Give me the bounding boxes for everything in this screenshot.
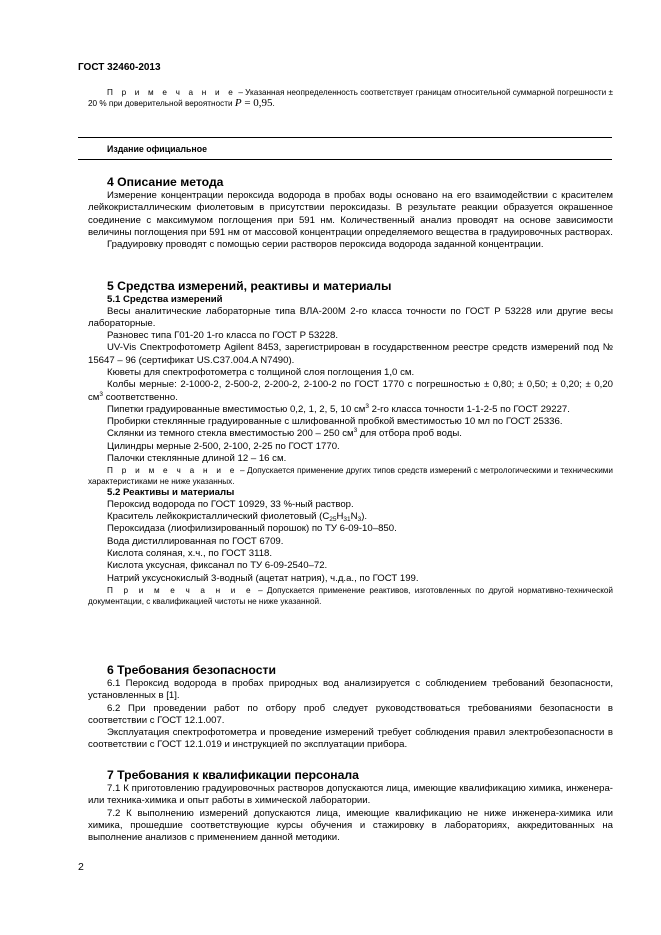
section-7-paragraph: 7.2 К выполнению измерений допускаются лица, имеющие квалификацию не ниже инженера-химика или химика, прошедшие соответствующие курсы обучения и стажировку в лабораториях, аккредитованных на выполнение анализов с применением данной методики. xyxy=(88,807,613,844)
subsection-5-2-title: 5.2 Реактивы и материалы xyxy=(107,487,235,499)
note-text: – Указанная неопределенность соответствует границам относительной суммарной погрешности ± 20 % при доверительной вероятности xyxy=(88,88,614,108)
equipment-item: Цилиндры мерные 2-500, 2-100, 2-25 по ГОСТ 1770. xyxy=(107,440,340,452)
section-6-title: 6 Требования безопасности xyxy=(107,663,276,677)
reagent-item: Вода дистиллированная по ГОСТ 6709. xyxy=(107,535,284,547)
probability-formula: P = 0,95 xyxy=(234,97,273,109)
equipment-note: П р и м е ч а н и е – Допускается применение других типов средств измерений с метрологическими и техническими характеристиками не ниже указанных. xyxy=(88,466,613,487)
section-5-title: 5 Средства измерений, реактивы и материалы xyxy=(107,279,392,293)
page-number: 2 xyxy=(78,861,84,873)
section-6 xyxy=(88,663,613,752)
reagent-item: Кислота соляная, х.ч., по ГОСТ 3118. xyxy=(107,548,273,560)
equipment-item: Весы аналитические лабораторные типа ВЛА-200М 2-го класса точности по ГОСТ Р 53228 или другие весы лабораторные. xyxy=(88,305,613,329)
section-4-paragraph: Измерение концентрации пероксида водорода в пробах воды основано на его взаимодействии с красителем лейкокристаллическим фиолетовым в присутствии пероксидазы. В результате реакции образуется окрашенное соединение с максимумом поглощения при 591 нм. Количественный анализ проводят на основе зависимости величины поглощения при 591 нм от массовой концентрации определяемого вещества в градуировочных растворах. xyxy=(88,190,613,238)
equipment-item: Пипетки градуированные вместимостью 0,2, 1, 2, 5, 10 $см^3$ 2-го класса точности 1-1-2-5 по ГОСТ 29227. xyxy=(107,402,570,415)
equipment-item: Разновес типа Г01-20 1-го класса по ГОСТ Р 53228. xyxy=(107,330,338,342)
section-7-title: 7 Требования к квалификации персонала xyxy=(107,768,359,782)
equipment-item: Кюветы для спектрофотометра с толщиной слоя поглощения 1,0 см. xyxy=(107,366,415,378)
document-id-header: ГОСТ 32460-2013 xyxy=(78,62,161,73)
section-6-paragraph: 6.2 При проведении работ по отбору проб следует руководствоваться требованиями безопасности в соответствии с ГОСТ 12.1.007. xyxy=(88,702,613,726)
divider-line xyxy=(78,159,612,160)
section-7-paragraph: 7.1 К приготовлению градуировочных растворов допускаются лица, имеющие квалификацию химика, инженера- или техника-химика и опыт работы в химической лаборатории. xyxy=(88,783,613,807)
reagent-item: Пероксид водорода по ГОСТ 10929, 33 %-ный раствор. xyxy=(107,498,354,510)
equipment-item: Палочки стеклянные длиной 12 – 16 см. xyxy=(107,453,287,465)
divider-line xyxy=(78,137,612,138)
section-6-paragraph: 6.1 Пероксид водорода в пробах природных вод анализируется с соблюдением требований безопасности, установленных в [1]. xyxy=(88,678,613,702)
reagent-item: Краситель лейкокристаллический фиолетовый $(C_{25}H_{31}N_3)$. xyxy=(107,511,368,524)
top-note xyxy=(88,87,613,109)
reagent-item: Пероксидаза (лиофилизированный порошок) по ТУ 6-09-10–850. xyxy=(107,523,397,535)
section-7 xyxy=(88,768,613,844)
section-4-title: 4 Описание метода xyxy=(107,175,224,189)
equipment-item: Колбы мерные: 2-1000-2, 2-500-2, 2-200-2, 2-100-2 по ГОСТ 1770 с погрешностью ± 0,80; ± 0,50; ± 0,20; ± 0,20 $см^3$ соответственно. xyxy=(88,379,613,403)
equipment-item: UV-Vis Спектрофотометр Agilent 8453, зарегистрирован в государственном реестре средств измерений под № 15647 – 96 (сертификат US.C37.004.A N7490). xyxy=(88,342,613,366)
section-5 xyxy=(88,279,613,607)
equipment-item: Пробирки стеклянные градуированные с шлифованной пробкой вместимостью 10 мл по ГОСТ 25336. xyxy=(107,416,563,428)
reagent-note: П р и м е ч а н и е – Допускается применение реактивов, изготовленных по другой нормативно-технической документации, с квалификацией чистоты не ниже указанной. xyxy=(88,585,614,606)
section-4-paragraph: Градуировку проводят с помощью серии растворов пероксида водорода заданной концентрации. xyxy=(107,239,544,251)
section-6-paragraph: Эксплуатация спектрофотометра и проведение измерений требует соблюдения правил электробезопасности в соответствии с ГОСТ 12.1.019 и инструкцией по эксплуатации прибора. xyxy=(88,727,613,751)
reagent-item: Натрий уксуснокислый 3-водный (ацетат натрия), ч.д.а., по ГОСТ 199. xyxy=(107,572,419,584)
subsection-5-1-title: 5.1 Средства измерений xyxy=(107,294,223,305)
section-4 xyxy=(88,175,613,251)
note-label: П р и м е ч а н и е xyxy=(107,88,237,97)
official-edition-label: Издание официальное xyxy=(107,144,207,154)
equipment-item: Склянки из темного стекла вместимостью 200 – 250 $см^3$ для отбора проб воды. xyxy=(107,427,462,440)
reagent-item: Кислота уксусная, фиксанал по ТУ 6-09-2540–72. xyxy=(107,560,328,572)
top-note-paragraph: П р и м е ч а н и е – Указанная неопределенность соответствует границам относительной суммарной погрешности ± 20 % при доверительной вероятности P = 0,95. xyxy=(88,88,614,109)
